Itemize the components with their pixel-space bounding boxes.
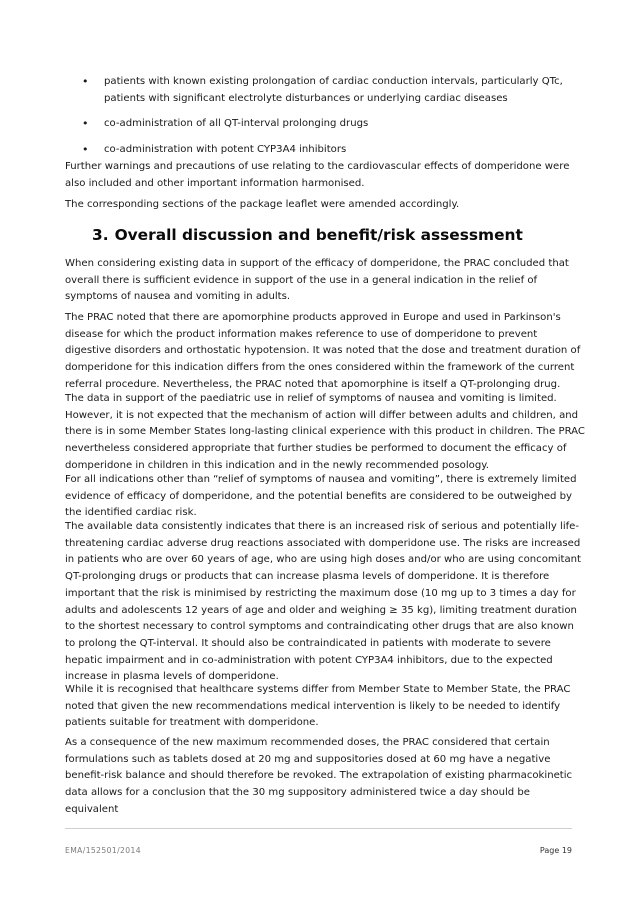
footer-divider [65, 828, 572, 829]
paragraph: The PRAC noted that there are apomorphine products approved in Europe and used in Parkinson's disease for which the product information makes reference to use of domperidone to prevent digestive disorders and orthostatic hypotension. It was noted that the dose and treatment duration of domperidone for this indication differs from the ones considered within the framework of the current referral procedure. Nevertheless, the PRAC noted that apomorphine is itself a QT-prolonging drug. [65, 312, 581, 390]
section-number: 3. [92, 226, 109, 244]
paragraph: While it is recognised that healthcare systems differ from Member State to Member State, the PRAC noted that given the new recommendations medical intervention is likely to be needed to identify patients suitable for treatment with domperidone. [65, 684, 571, 729]
page-number: Page 19 [539, 846, 572, 855]
paragraph: For all indications other than “relief of symptoms of nausea and vomiting”, there is extremely limited evidence of efficacy of domperidone, and the potential benefits are considered to be outweighed by the identified cardiac risk. [65, 474, 577, 519]
list-item: • patients with known existing prolongation of cardiac conduction intervals, particularly QTc, patients with significant electrolyte disturbances or underlying cardiac diseases [82, 74, 582, 107]
section-title: Overall discussion and benefit/risk assessment [114, 226, 523, 244]
list-item: • co-administration of all QT-interval prolonging drugs [82, 116, 582, 133]
paragraph: As a consequence of the new maximum recommended doses, the PRAC considered that certain formulations such as tablets dosed at 20 mg and suppositories dosed at 60 mg have a negative benefit-risk balance and should therefore be revoked. The extrapolation of existing pharmacokinetic data allows for a conclusion that the 30 mg suppository administered twice a day should be equivalent [65, 737, 573, 815]
paragraph: Further warnings and precautions of use relating to the cardiovascular effects of domperidone were also included and other important information harmonised. [65, 161, 570, 189]
section-heading [92, 226, 523, 244]
list-item: • co-administration with potent CYP3A4 inhibitors [82, 142, 582, 159]
paragraph: When considering existing data in support of the efficacy of domperidone, the PRAC concluded that overall there is sufficient evidence in support of the use in a general indication in the relief of symptoms of nausea and vomiting in adults. [65, 258, 569, 303]
contraindication-list [82, 74, 582, 169]
paragraph: The corresponding sections of the package leaflet were amended accordingly. [65, 199, 460, 210]
paragraph: The available data consistently indicates that there is an increased risk of serious and potentially life-threatening cardiac adverse drug reactions associated with domperidone use. The risks are increased in patients who are over 60 years of age, who are using high doses and/or who are using concomitant QT-prolonging drugs or products that can increase plasma levels of domperidone. It is therefore important that the risk is minimised by restricting the maximum dose (10 mg up to 3 times a day for adults and adolescents 12 years of age and older and weighing ≥ 35 kg), limiting treatment duration to the shortest necessary to control symptoms and contraindicating other drugs that are also known to prolong the QT-interval. It should also be contraindicated in patients with moderate to severe hepatic impairment and in co-administration with potent CYP3A4 inhibitors, due to the expected increase in plasma levels of domperidone. [65, 521, 582, 683]
paragraph: The data in support of the paediatric use in relief of symptoms of nausea and vomiting is limited. However, it is not expected that the mechanism of action will differ between adults and children, and there is in some Member States long-lasting clinical experience with this product in children. The PRAC nevertheless considered appropriate that further studies be performed to document the efficacy of domperidone in children in this indication and in the newly recommended posology. [65, 393, 585, 471]
document-reference: EMA/152501/2014 [65, 846, 141, 855]
